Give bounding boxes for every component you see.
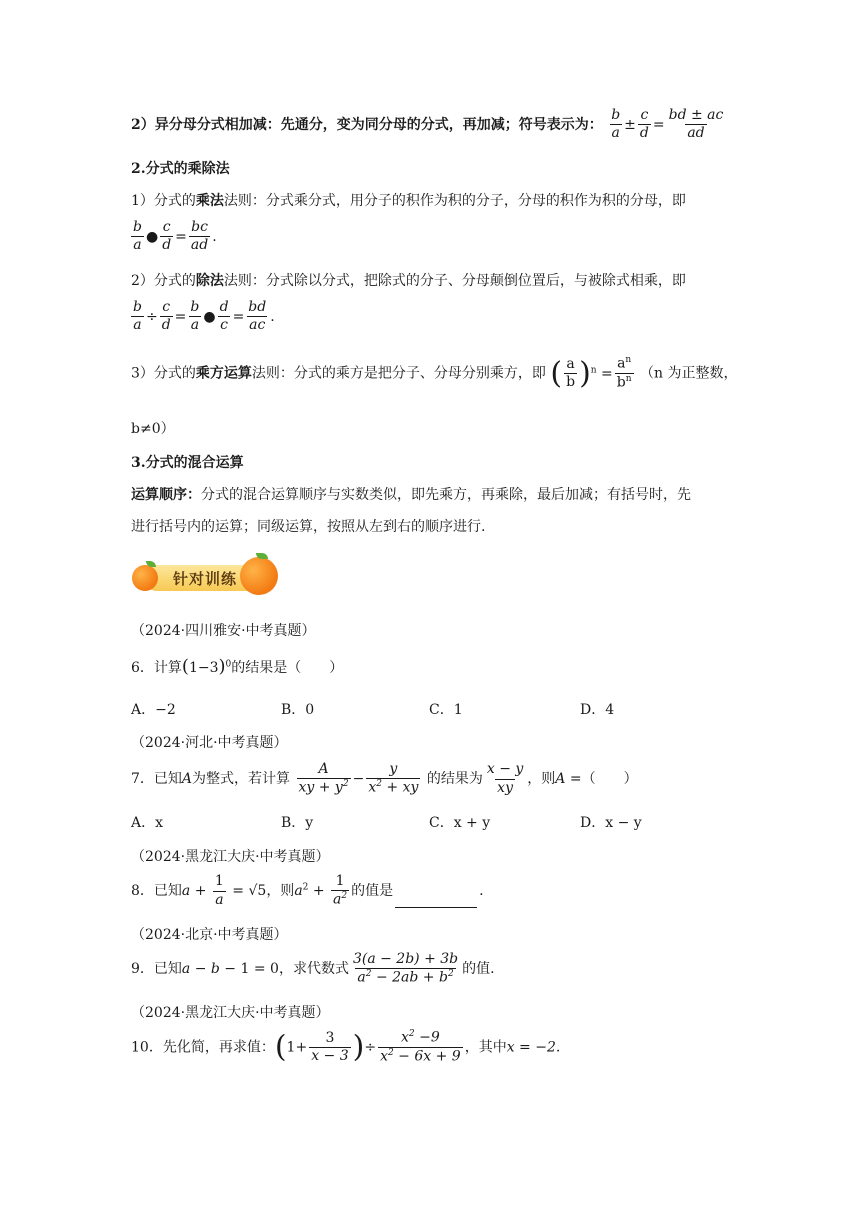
q7-stem: 7．已知A为整式，若计算 $\frac{A}{xy + y^2}$ − $\frac{y}{x^2 + xy}$ 的结果为 $\frac{x - y}{xy}$ ，则A =（ ） [131, 761, 638, 797]
order-line1: 运算顺序：分式的混合运算顺序与实数类似，即先乘方，再乘除，最后加减；有括号时，先 [131, 487, 691, 503]
div-formula: $\frac{b}{a}$ ÷ $\frac{c}{d}$ = $\frac{b}{a}$ ● $\frac{d}{c}$ = $\frac{bd}{ac}$ . [133, 299, 275, 334]
pow-rule: 3）分式的乘方运算法则：分式的乘方是把分子、分母分别乘方，即 ( $\frac{a}{b}$ )$^n$ = $\frac{a^n}{b^n}$ （n 为正整数， [131, 355, 738, 391]
q8-stem: 8．已知a + $\frac{1}{a}$ = √5，则$a^2$ + $\frac{1}{a^2}$ 的值是 . [131, 873, 484, 909]
add-sub-formula: $\frac{b}{a}$ ± $\frac{c}{d}$ = $\frac{bd \pm ac}{ad}$ [611, 107, 724, 142]
q7-source: （2024·河北·中考真题） [131, 735, 288, 751]
q8-source: （2024·黑龙江大庆·中考真题） [131, 849, 330, 865]
practice-badge [132, 553, 280, 599]
q6-options [131, 699, 731, 719]
add-sub-rule [131, 108, 727, 142]
q6-option-a[interactable]: A．−2 [131, 702, 176, 718]
badge-label: 针对训练 [144, 565, 266, 591]
q10-source: （2024·黑龙江大庆·中考真题） [131, 1005, 330, 1021]
order-line2: 进行括号内的运算；同级运算，按照从左到右的顺序进行. [131, 519, 486, 535]
q9-stem: 9．已知a − b − 1 = 0，求代数式 $\frac{3(a - 2b) + 3b}{a^2 - 2ab + b^2}$ 的值. [131, 951, 495, 987]
pow-formula: ( $\frac{a}{b}$ )$^n$ = $\frac{a^n}{b^n}$ [550, 355, 632, 391]
heading-mul-div: 2.分式的乘除法 [131, 161, 230, 177]
q7-options [131, 812, 731, 832]
q7-option-a[interactable]: A．x [131, 815, 164, 831]
mul-formula: $\frac{b}{a}$ ● $\frac{c}{d}$ = $\frac{bc}{ad}$ . [133, 219, 217, 254]
q6-source: （2024·四川雅安·中考真题） [131, 623, 316, 639]
add-sub-text: 2）异分母分式相加减：先通分，变为同分母的分式，再加减；符号表示为： [131, 116, 603, 133]
q6-option-b[interactable]: B．0 [281, 702, 315, 718]
q10-stem: 10．先化简，再求值：(1+ $\frac{3}{x - 3}$ )÷ $\frac{x^2 -9}{x^2 - 6x + 9}$ ，其中x = −2. [131, 1029, 561, 1065]
mul-rule: 1）分式的乘法法则：分式乘分式，用分子的积作为积的分子，分母的积作为积的分母，即 [131, 193, 686, 209]
orange-right-icon [240, 557, 278, 595]
q7-option-b[interactable]: B．y [281, 815, 314, 831]
q7-option-c[interactable]: C．x + y [429, 815, 491, 831]
q6-option-d[interactable]: D．4 [580, 702, 615, 718]
q6-stem: 6．计算$(1-3)^0$的结果是（ ） [131, 656, 344, 677]
orange-left-icon [132, 565, 158, 591]
q7-option-d[interactable]: D．x − y [580, 815, 642, 831]
q6-option-c[interactable]: C．1 [429, 702, 463, 718]
pow-rule-cond: b≠0） [131, 421, 175, 437]
q9-source: （2024·北京·中考真题） [131, 927, 288, 943]
heading-mixed: 3.分式的混合运算 [131, 455, 244, 471]
div-rule: 2）分式的除法法则：分式除以分式，把除式的分子、分母颠倒位置后，与被除式相乘，即 [131, 273, 686, 289]
q8-answer-blank[interactable] [395, 893, 477, 908]
